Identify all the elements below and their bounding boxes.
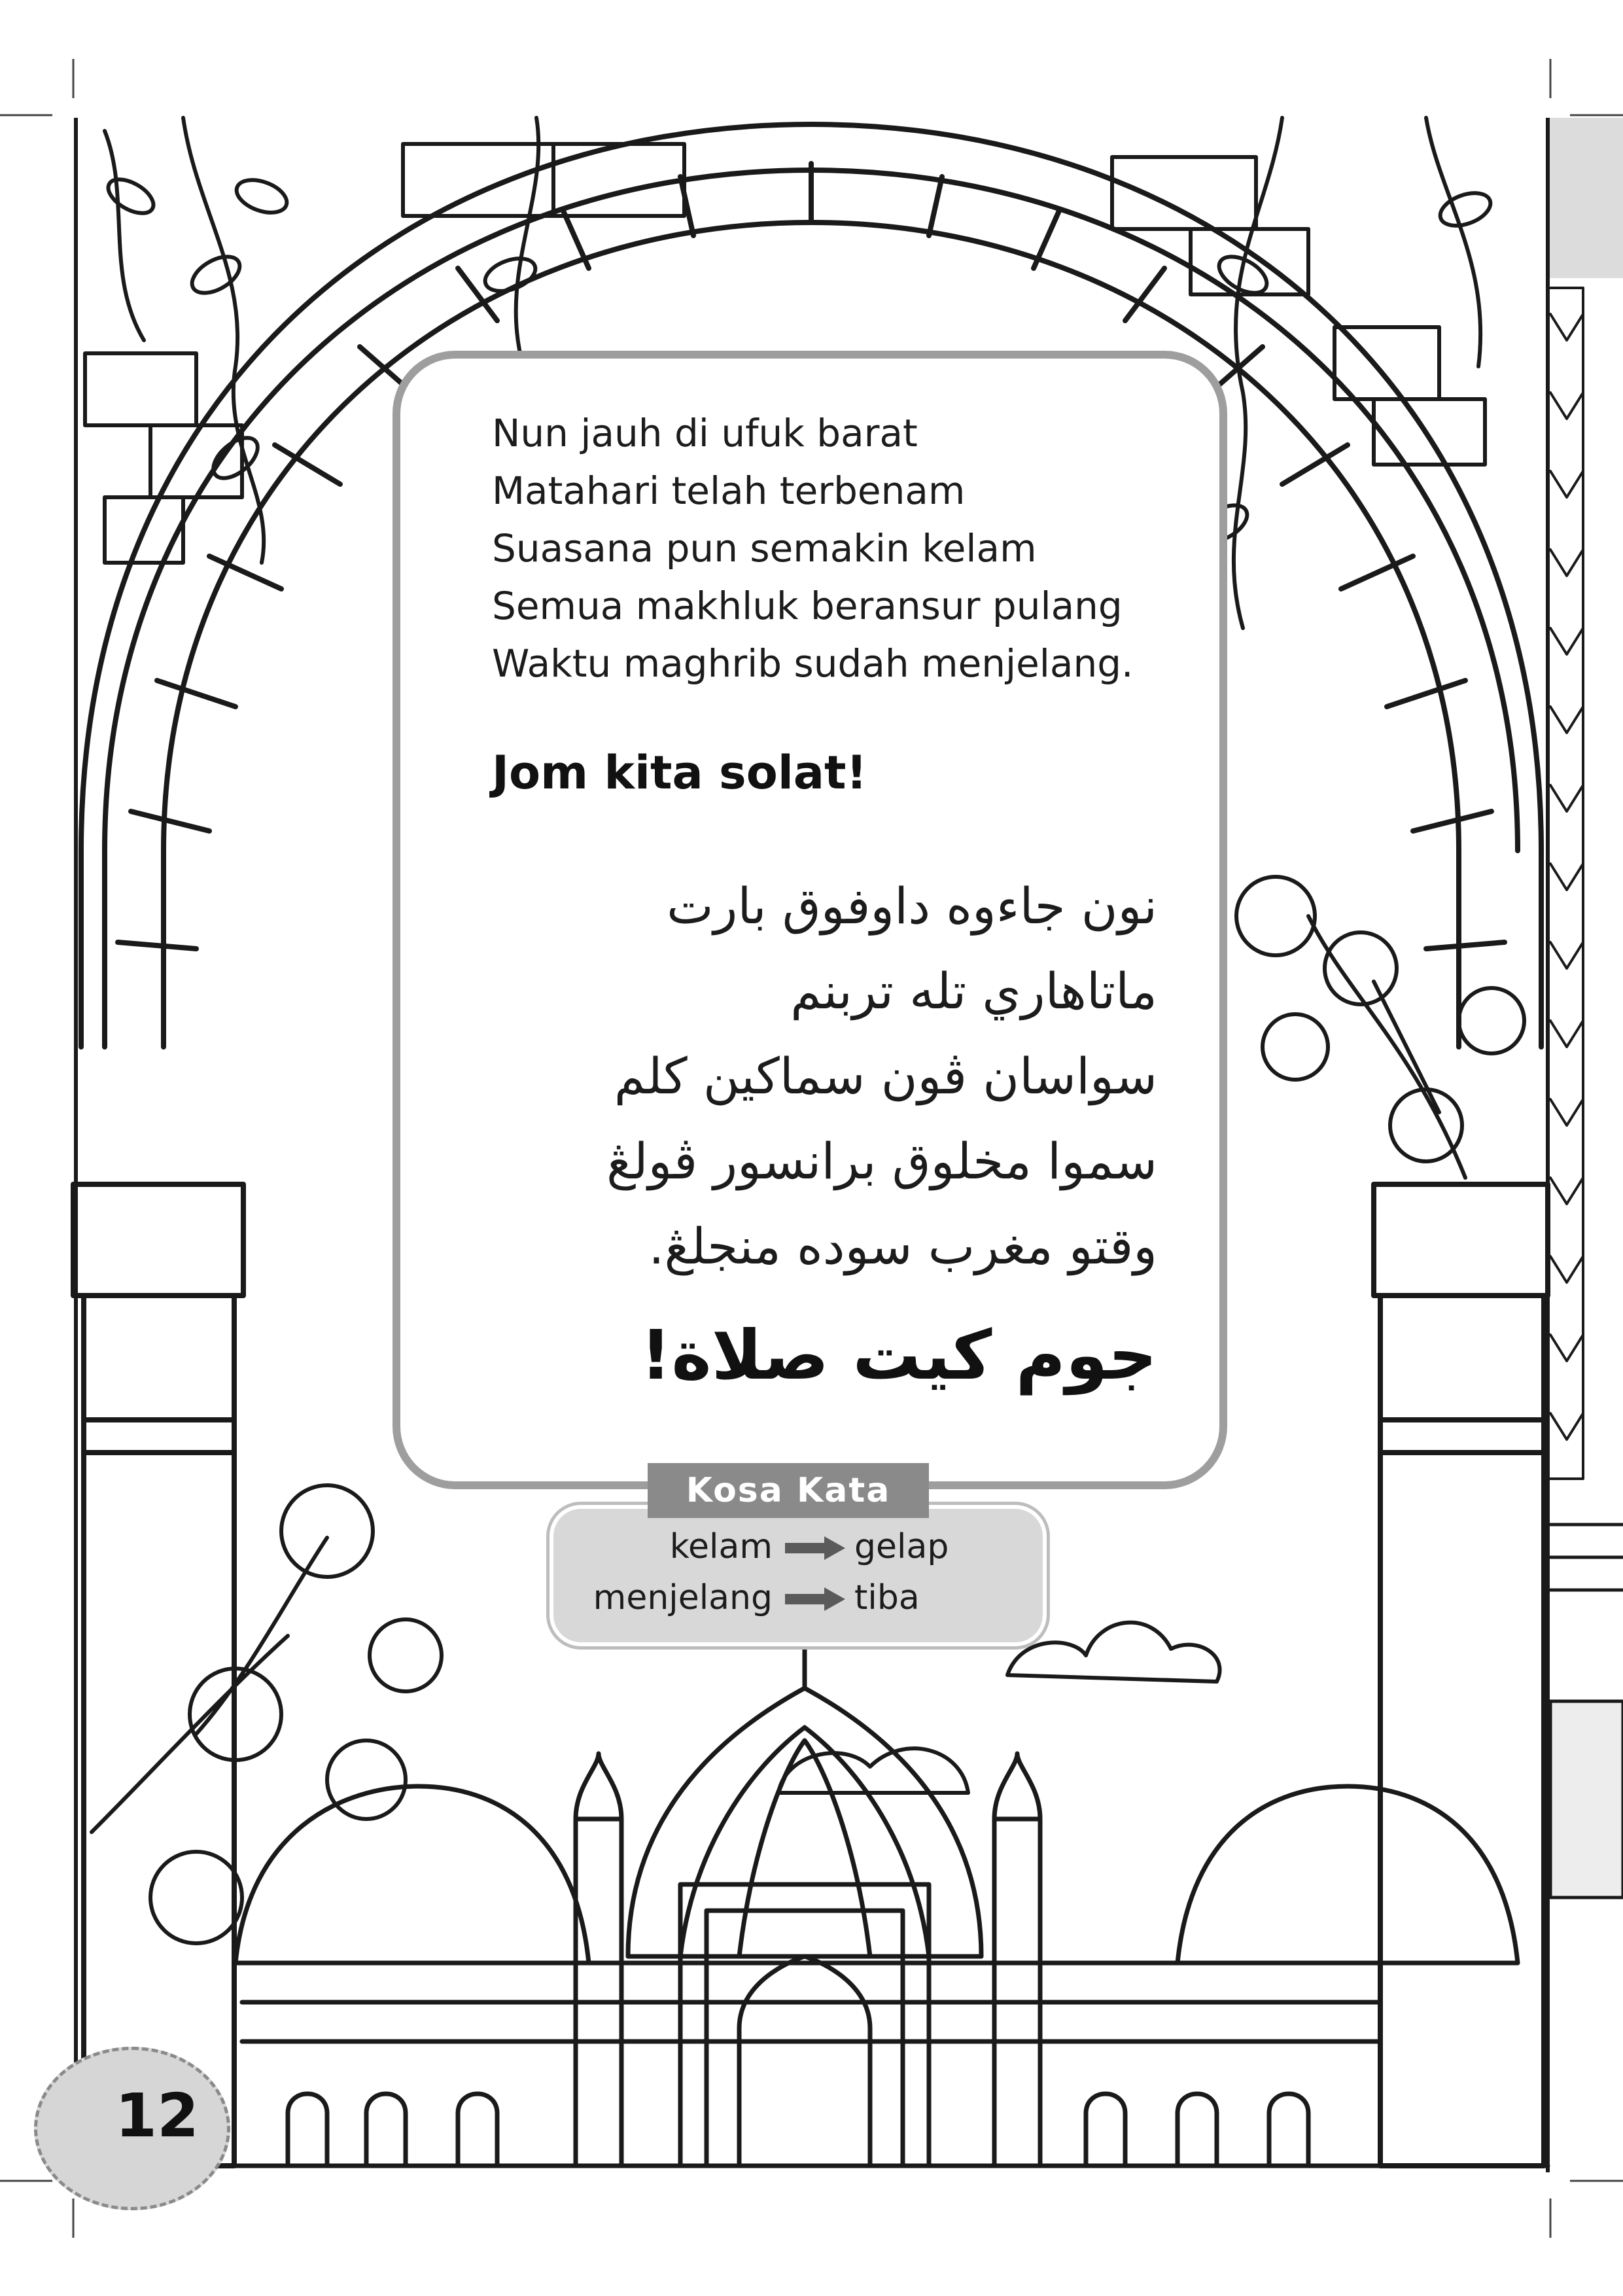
poem-rumi-line-3: Suasana pun semakin kelam bbox=[492, 526, 1037, 571]
arrow-right-icon bbox=[784, 1586, 846, 1612]
poem-rumi-line-1: Nun jauh di ufuk barat bbox=[492, 411, 918, 455]
flowers-left bbox=[92, 1485, 442, 1943]
vocab-meaning-2: tiba bbox=[854, 1578, 920, 1617]
edge-tab bbox=[1548, 118, 1623, 278]
poem-jawi-line-1: نون جاءوه داوفوق بارت bbox=[667, 877, 1157, 935]
slogan-rumi: Jom kita solat! bbox=[492, 746, 867, 800]
vocab-meaning-1: gelap bbox=[854, 1527, 949, 1566]
mosque bbox=[79, 1649, 1548, 2166]
slogan-jawi: جوم كيت صلاة! bbox=[640, 1315, 1157, 1395]
lattice-border bbox=[1550, 288, 1583, 1479]
flowers-right bbox=[1236, 877, 1524, 1178]
vocabulary-title: Kosa Kata bbox=[648, 1463, 929, 1518]
vocabulary-box bbox=[550, 1505, 1047, 1646]
poem-jawi-line-3: سواسان ڤون سماكين كلم bbox=[614, 1047, 1157, 1105]
poem-jawi-line-2: ماتاهاري تله تربنم bbox=[790, 962, 1157, 1020]
arrow-right-icon bbox=[784, 1535, 846, 1561]
cloud-left bbox=[778, 1748, 968, 1793]
vocab-word-1: kelam bbox=[669, 1527, 773, 1566]
poem-jawi-line-5: وقتو مغرب سوده منجلڠ. bbox=[648, 1217, 1157, 1275]
poem-jawi-line-4: سموا مخلوق برانسور ڤولڠ bbox=[606, 1132, 1157, 1190]
prayer-mat bbox=[1550, 1525, 1623, 1898]
page-number: 12 bbox=[115, 2081, 200, 2151]
poem-rumi-line-4: Semua makhluk beransur pulang bbox=[492, 584, 1123, 628]
poem-rumi-line-2: Matahari telah terbenam bbox=[492, 468, 966, 513]
poem-rumi-line-5: Waktu maghrib sudah menjelang. bbox=[492, 641, 1134, 686]
vocab-word-2: menjelang bbox=[593, 1578, 773, 1617]
